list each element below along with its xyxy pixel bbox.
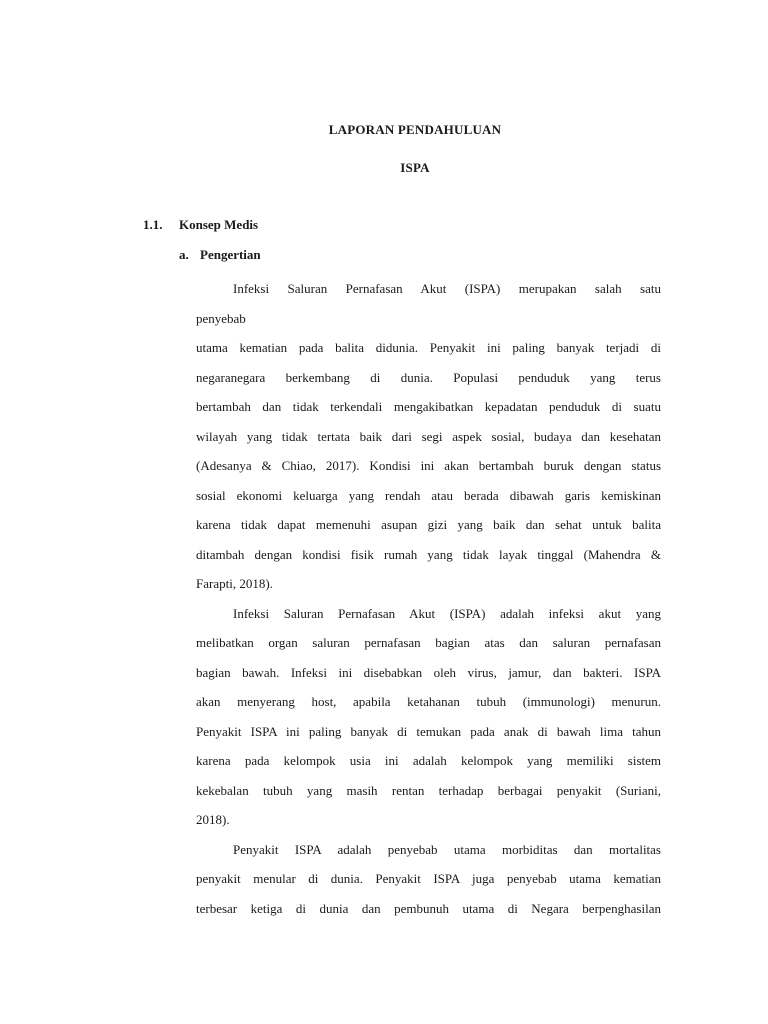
text-line: wilayah yang tidak tertata baik dari segi aspek sosial, budaya dan kesehatan — [196, 428, 661, 444]
text-line: karena tidak dapat memenuhi asupan gizi yang baik dan sehat untuk balita — [196, 517, 661, 532]
text-line: penyakit menular di dunia. Penyakit ISPA juga penyebab utama kematian — [196, 871, 661, 886]
text-line: Farapti, 2018). — [196, 576, 273, 591]
text-line: terbesar ketiga di dunia dan pembunuh utama di Negara berpenghasilan — [196, 900, 661, 916]
text-line: 2018). — [196, 812, 230, 827]
text-line: Infeksi Saluran Pernafasan Akut (ISPA) adalah infeksi akut yang — [233, 605, 661, 621]
text-line: negaranegara berkembang di dunia. Populasi penduduk yang terus — [196, 369, 661, 385]
text-line: bagian bawah. Infeksi ini disebabkan oleh virus, jamur, dan bakteri. ISPA — [196, 664, 661, 680]
body-text — [196, 274, 661, 923]
text-line: sosial ekonomi keluarga yang rendah atau berada dibawah garis kemiskinan — [196, 487, 661, 503]
text-line: (Adesanya & Chiao, 2017). Kondisi ini akan bertambah buruk dengan status — [196, 458, 661, 473]
text-line: Penyakit ISPA ini paling banyak di temukan pada anak di bawah lima tahun — [196, 723, 661, 739]
text-line: melibatkan organ saluran pernafasan bagian atas dan saluran pernafasan — [196, 635, 661, 650]
text-line: kekebalan tubuh yang masih rentan terhadap berbagai penyakit (Suriani, — [196, 782, 661, 798]
text-line: akan menyerang host, apabila ketahanan tubuh (immunologi) menurun. — [196, 694, 661, 709]
text-line: ditambah dengan kondisi fisik rumah yang tidak layak tinggal (Mahendra & — [196, 546, 661, 562]
document-title: LAPORAN PENDAHULUAN — [328, 122, 502, 137]
text-line: karena pada kelompok usia ini adalah kelompok yang memiliki sistem — [196, 753, 661, 768]
text-line: Penyakit ISPA adalah penyebab utama morbiditas dan mortalitas — [233, 841, 661, 857]
subsection-heading: Pengertian — [200, 247, 261, 262]
text-line: penyebab — [196, 310, 246, 326]
document-subtitle: ISPA — [400, 160, 430, 175]
subsection-letter: a. — [179, 247, 189, 262]
text-line: utama kematian pada balita didunia. Penyakit ini paling banyak terjadi di — [196, 340, 661, 355]
section-heading: Konsep Medis — [179, 217, 259, 232]
text-line: Infeksi Saluran Pernafasan Akut (ISPA) merupakan salah satu — [233, 281, 661, 296]
section-number: 1.1. — [143, 217, 163, 232]
text-line: bertambah dan tidak terkendali mengakibatkan kepadatan penduduk di suatu — [196, 399, 661, 414]
